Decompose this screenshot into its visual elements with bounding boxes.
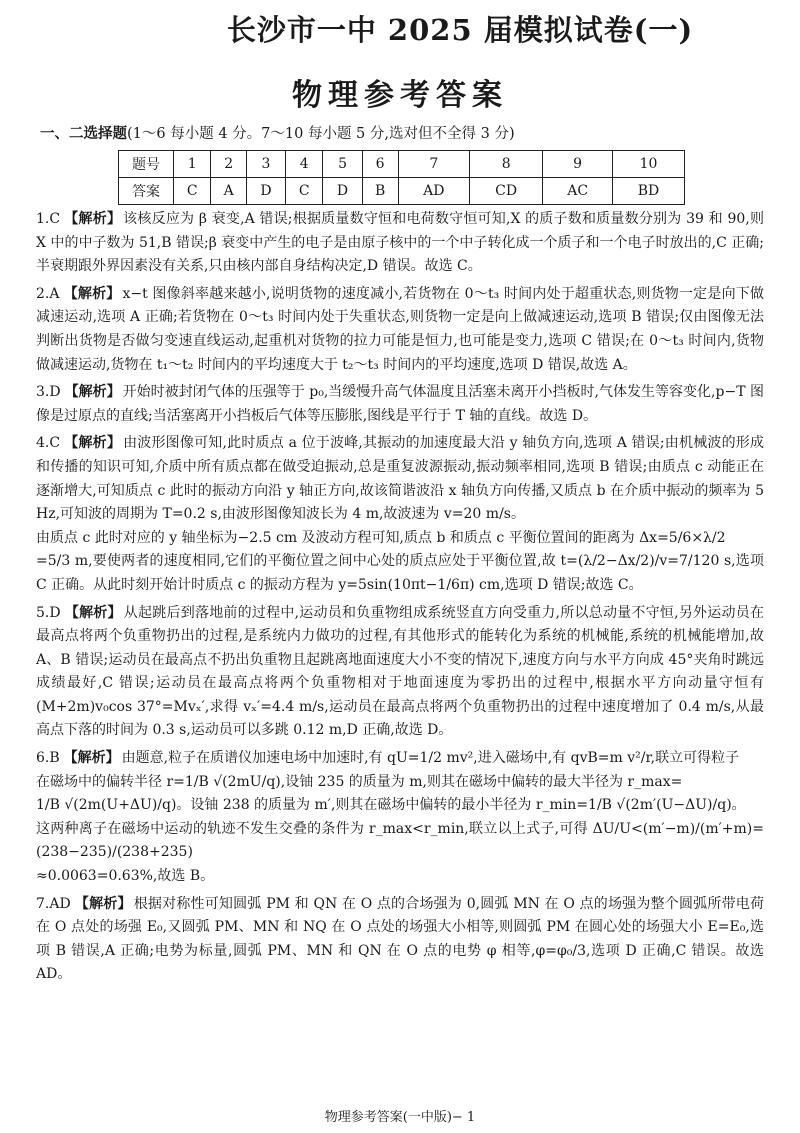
solution-formula-line: 在磁场中的偏转半径 r=1/B √(2mU/q),设铀 235 的质量为 m,则其在磁场中偏转的最大半径为 r_max=: [36, 773, 683, 790]
question-number: 5.: [36, 604, 50, 621]
solution-item: [36, 747, 764, 889]
question-number: 6.: [36, 750, 50, 767]
question-number: 3.: [36, 384, 50, 401]
answer-table-row-label: 答案: [119, 178, 174, 205]
analysis-tag: 【解析】: [64, 435, 122, 452]
section-heading: [40, 124, 780, 144]
page-title: 物理参考答案: [292, 78, 508, 113]
question-answer: A: [49, 285, 60, 302]
solution-paragraph: [36, 283, 764, 377]
answer-cell: D: [323, 178, 362, 205]
answer-cell: CD: [470, 178, 543, 205]
answer-cell: D: [246, 178, 285, 205]
solution-paragraph: [36, 208, 764, 279]
question-number-cell: 2: [211, 151, 247, 178]
school-exam-title: 长沙市一中 2025 届模拟试卷(一): [226, 13, 694, 47]
question-answer: D: [49, 384, 61, 401]
answer-table: [118, 150, 685, 205]
question-answer: C: [49, 435, 61, 452]
answer-table-row-numbers: [119, 151, 685, 178]
solution-paragraph: [36, 381, 764, 428]
solution-paragraph: [36, 893, 764, 987]
answer-cell: BD: [613, 178, 685, 205]
solution-item: [36, 381, 764, 428]
solution-item: [36, 893, 764, 987]
solution-formula-line: 这两种离子在磁场中运动的轨迹不发生交叠的条件为 r_max<r_min,联立以上式子,可得 ΔU/U<(m′−m)/(m′+m)=(238−235)/(238+235): [36, 820, 764, 861]
analysis-tag: 【解析】: [64, 211, 122, 227]
question-number-cell: 8: [470, 151, 543, 178]
solution-formula-line: 1/B √(2m(U+ΔU)/q)。设铀 238 的质量为 m′,则其在磁场中偏转的最小半径为 r_min=1/B √(2m′(U−ΔU)/q)。: [36, 797, 746, 814]
analysis-tag: 【解析】: [63, 750, 120, 767]
solution-text: 开始时被封闭气体的压强等于 p₀,当缓慢升高气体温度且活塞未离开小挡板时,气体发生等容变化,p−T 图像是过原点的直线;当活塞离开小挡板后气体等压膨胀,图线是平行于 T 轴的直线。故选 D。: [36, 384, 765, 424]
analysis-tag: 【解析】: [64, 384, 121, 401]
question-answer: C: [49, 211, 61, 227]
answer-cell: AD: [398, 178, 469, 205]
question-number: 1.: [36, 211, 50, 227]
solution-paragraph: [36, 602, 764, 744]
solution-paragraph: [36, 747, 764, 771]
analysis-tag: 【解析】: [63, 285, 121, 302]
solution-item: [36, 602, 764, 744]
question-number-cell: 5: [323, 151, 362, 178]
analysis-tag: 【解析】: [64, 604, 122, 621]
solution-item: [36, 208, 764, 279]
solution-text: 该核反应为 β 衰变,A 错误;根据质量数守恒和电荷数守恒可知,X 的质子数和质量数分别为 39 和 90,则 X 中的中子数为 51,B 错误;β 衰变中产生的电子是由原子核中的一个中子转化成一个质子和一个电子时放出的,C 正确;半衰期跟外界因素没有关系,只由核内部自身结构决定,D 错误。故选 C。: [36, 211, 764, 275]
question-number-cell: 3: [246, 151, 285, 178]
section-heading-bold: 一、二选择题: [40, 125, 127, 142]
solution-text: 由波形图像可知,此时质点 a 位于波峰,其振动的加速度最大沿 y 轴负方向,选项 A 错误;由机械波的形成和传播的知识可知,介质中所有质点都在做受迫振动,总是重复波源振动,振动频率相同,选项 B 错误;由质点 c 动能正在逐渐增大,可知质点 c 此时的振动方向沿 y 轴正方向,故该简谐波沿 x 轴负方向传播,又质点 b 在介质中振动的频率为 5 Hz,可知波的周期为 T=0.2 s,由波形图像知波长为 4 m,故波速为 v=20 m/s。: [36, 435, 764, 523]
answer-table-row-label: 题号: [119, 151, 174, 178]
solution-text: 从起跳后到落地前的过程中,运动员和负重物组成系统竖直方向受重力,所以总动量不守恒,另外运动员在最高点将两个负重物扔出的过程,是系统内力做功的过程,有其他形式的能转化为系统的机械能,系统的机械能增加,故 A、B 错误;运动员在最高点不扔出负重物且起跳离地面速度大小不变的情况下,速度方向与水平方向成 45°夹角时跳远成绩最好,C 错误;运动员在最高点将两个负重物相对于地面速度为零扔出的过程中,根据水平方向动量守恒有(M+2m)v₀cos 37°=Mvₓ′,求得 vₓ′=4.4 m/s,运动员在最高点将两个负重物扔出的过程中速度增加了 0.4 m/s,从最高点下落的时间为 0.3 s,运动员可以多跳 0.12 m,D 正确,故选 D。: [36, 604, 764, 739]
question-number-cell: 4: [286, 151, 323, 178]
solution-formula-line: =5/3 m,要使两者的速度相同,它们的平衡位置之间中心处的质点应处于平衡位置,故 t=(λ/2−Δx/2)/v=7/120 s,选项 C 正确。从此时刻开始计时质点 c 的振动方程为 y=5sin(10πt−1/6π) cm,选项 D 错误;故选 C。: [36, 553, 764, 593]
question-number: 4.: [36, 435, 50, 452]
analysis-tag: 【解析】: [74, 895, 132, 912]
answer-cell: B: [362, 178, 398, 205]
question-number-cell: 6: [362, 151, 398, 178]
solution-text: 根据对称性可知圆弧 PM 和 QN 在 O 点的合场强为 0,圆弧 MN 在 O 点的场强为整个圆弧所带电荷在 O 点处的场强 E₀,又圆弧 PM、MN 和 NQ 在 O 点处的场强大小相等,则圆弧 PM 在圆心处的场强大小 E=E₀,选项 B 错误,A 正确;电势为标量,圆弧 PM、MN 和 QN 在 O 点的电势 φ 相等,φ=φ₀/3,选项 D 正确,C 错误。故选 AD。: [36, 895, 764, 983]
question-number-cell: 9: [543, 151, 613, 178]
answer-cell: C: [286, 178, 323, 205]
answer-cell: A: [211, 178, 247, 205]
question-number: 2.: [36, 285, 50, 302]
solution-item: [36, 432, 764, 597]
question-number-cell: 7: [398, 151, 469, 178]
question-answer: B: [49, 750, 60, 767]
solution-formula-line: ≈0.0063=0.63%,故选 B。: [36, 868, 215, 885]
solution-paragraph: [36, 432, 764, 526]
answer-cell: AC: [543, 178, 613, 205]
question-answer: D: [49, 604, 61, 621]
solution-text: 由题意,粒子在质谱仪加速电场中加速时,有 qU=1/2 mv²,进入磁场中,有 qvB=m v²/r,联立可得粒子: [121, 750, 740, 767]
question-number-cell: 10: [613, 151, 685, 178]
section-heading-note: (1～6 每小题 4 分。7～10 每小题 5 分,选对但不全得 3 分): [127, 126, 515, 142]
solution-text: x−t 图像斜率越来越小,说明货物的速度减小,若货物在 0～t₃ 时间内处于超重状态,则货物一定是向下做减速运动,选项 A 正确;若货物在 0～t₃ 时间内处于失重状态,则货物一定是向上做减速运动,选项 B 错误;仅由图像无法判断出货物是否做匀变速直线运动,起重机对货物的拉力可能是恒力,也可能是变力,选项 C 错误;在 0～t₃ 时间内,货物做减速运动,货物在 t₁～t₂ 时间内的平均速度大于 t₂～t₃ 时间内的平均速度,选项 D 错误,故选 A。: [36, 285, 764, 373]
answer-table-row-answers: [119, 178, 685, 205]
question-number-cell: 1: [174, 151, 211, 178]
question-number: 7.: [36, 895, 50, 912]
page-footer: 物理参考答案(一中版)− 1: [324, 1110, 476, 1125]
solution-item: [36, 283, 764, 377]
solution-formula-line: 由质点 c 此时对应的 y 轴坐标为−2.5 cm 及波动方程可知,质点 b 和质点 c 平衡位置间的距离为 Δx=5/6×λ/2: [36, 529, 726, 546]
solutions-list: [36, 208, 764, 991]
answer-cell: C: [174, 178, 211, 205]
question-answer: AD: [49, 895, 71, 912]
